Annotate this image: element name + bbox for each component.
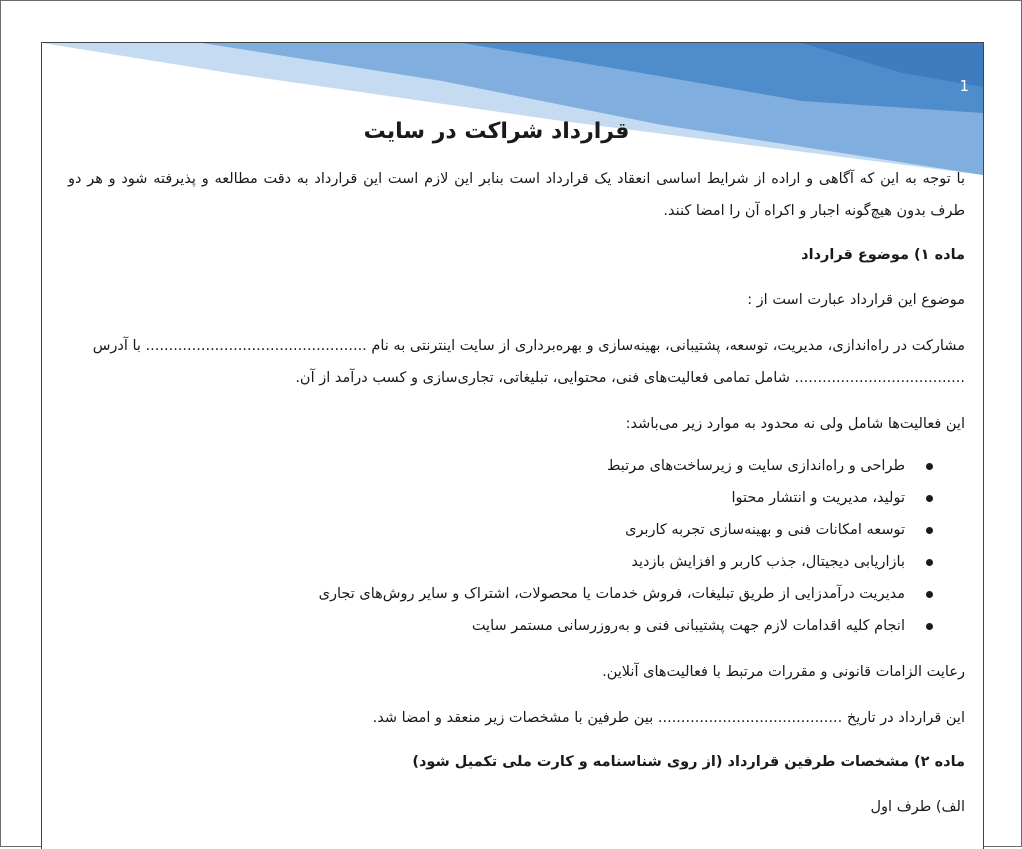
list-item	[68, 578, 933, 610]
list-item-text: تولید، مدیریت و انتشار محتوا	[731, 490, 905, 506]
list-item	[68, 450, 933, 482]
list-item-text: انجام کلیه اقدامات لازم جهت پشتیبانی فنی و به‌روزرسانی مستمر سایت	[471, 618, 905, 634]
article-2-heading: ماده ۲) مشخصات طرفین قرارداد (از روی شناسنامه و کارت ملی تکمیل شود)	[412, 754, 965, 770]
list-item-text: توسعه امکانات فنی و بهینه‌سازی تجربه کاربری	[625, 522, 905, 538]
bullet-icon	[926, 527, 933, 534]
compliance-paragraph: رعایت الزامات قانونی و مقررات مرتبط با فعالیت‌های آنلاین.	[602, 664, 965, 680]
bullet-icon	[926, 559, 933, 566]
article-1-heading: ماده ۱) موضوع قرارداد	[801, 247, 965, 263]
article-1-line-2: ..................................... شامل تمامی فعالیت‌های فنی، محتوایی، تبلیغاتی، تجاری‌سازی و کسب درآمد از آن.	[295, 370, 965, 386]
contract-date-line: این قرارداد در تاریخ ........................................ بین طرفین با مشخصات زیر منعقد و امضا شد.	[372, 710, 965, 726]
bullet-icon	[926, 591, 933, 598]
activities-list	[68, 450, 965, 642]
list-item-text: بازاریابی دیجیتال، جذب کاربر و افزایش بازدید	[631, 554, 905, 570]
page-number: 1	[959, 77, 969, 95]
bullet-icon	[926, 623, 933, 630]
party-a-label: الف) طرف اول	[870, 799, 965, 815]
list-item-text: طراحی و راه‌اندازی سایت و زیرساخت‌های مرتبط	[607, 458, 905, 474]
list-item	[68, 610, 933, 642]
list-item	[68, 514, 933, 546]
document-title: قرارداد شراکت در سایت	[363, 119, 630, 144]
bullet-icon	[926, 463, 933, 470]
activities-lead: این فعالیت‌ها شامل ولی نه محدود به موارد زیر می‌باشد:	[625, 416, 965, 432]
list-item	[68, 482, 933, 514]
article-1-lead: موضوع این قرارداد عبارت است از :	[747, 292, 965, 308]
document-body	[68, 115, 965, 823]
document-page	[41, 42, 984, 849]
list-item-text: مدیریت درآمدزایی از طریق تبلیغات، فروش خدمات یا محصولات، اشتراک و سایر روش‌های تجاری	[318, 586, 905, 602]
list-item	[68, 546, 933, 578]
bullet-icon	[926, 495, 933, 502]
intro-paragraph: با توجه به این که آگاهی و اراده از شرایط اساسی انعقاد یک قرارداد است بنابر این لازم است این قرارداد به دقت مطالعه و پذیرفته شود و هر دو طرف بدون هیچ‌گونه اجبار و اکراه آن را امضا کنند.	[68, 171, 965, 219]
article-1-line-1: مشارکت در راه‌اندازی، مدیریت، توسعه، پشتیبانی، بهینه‌سازی و بهره‌برداری از سایت اینترنتی به نام ................................................ با آدرس	[92, 338, 965, 354]
